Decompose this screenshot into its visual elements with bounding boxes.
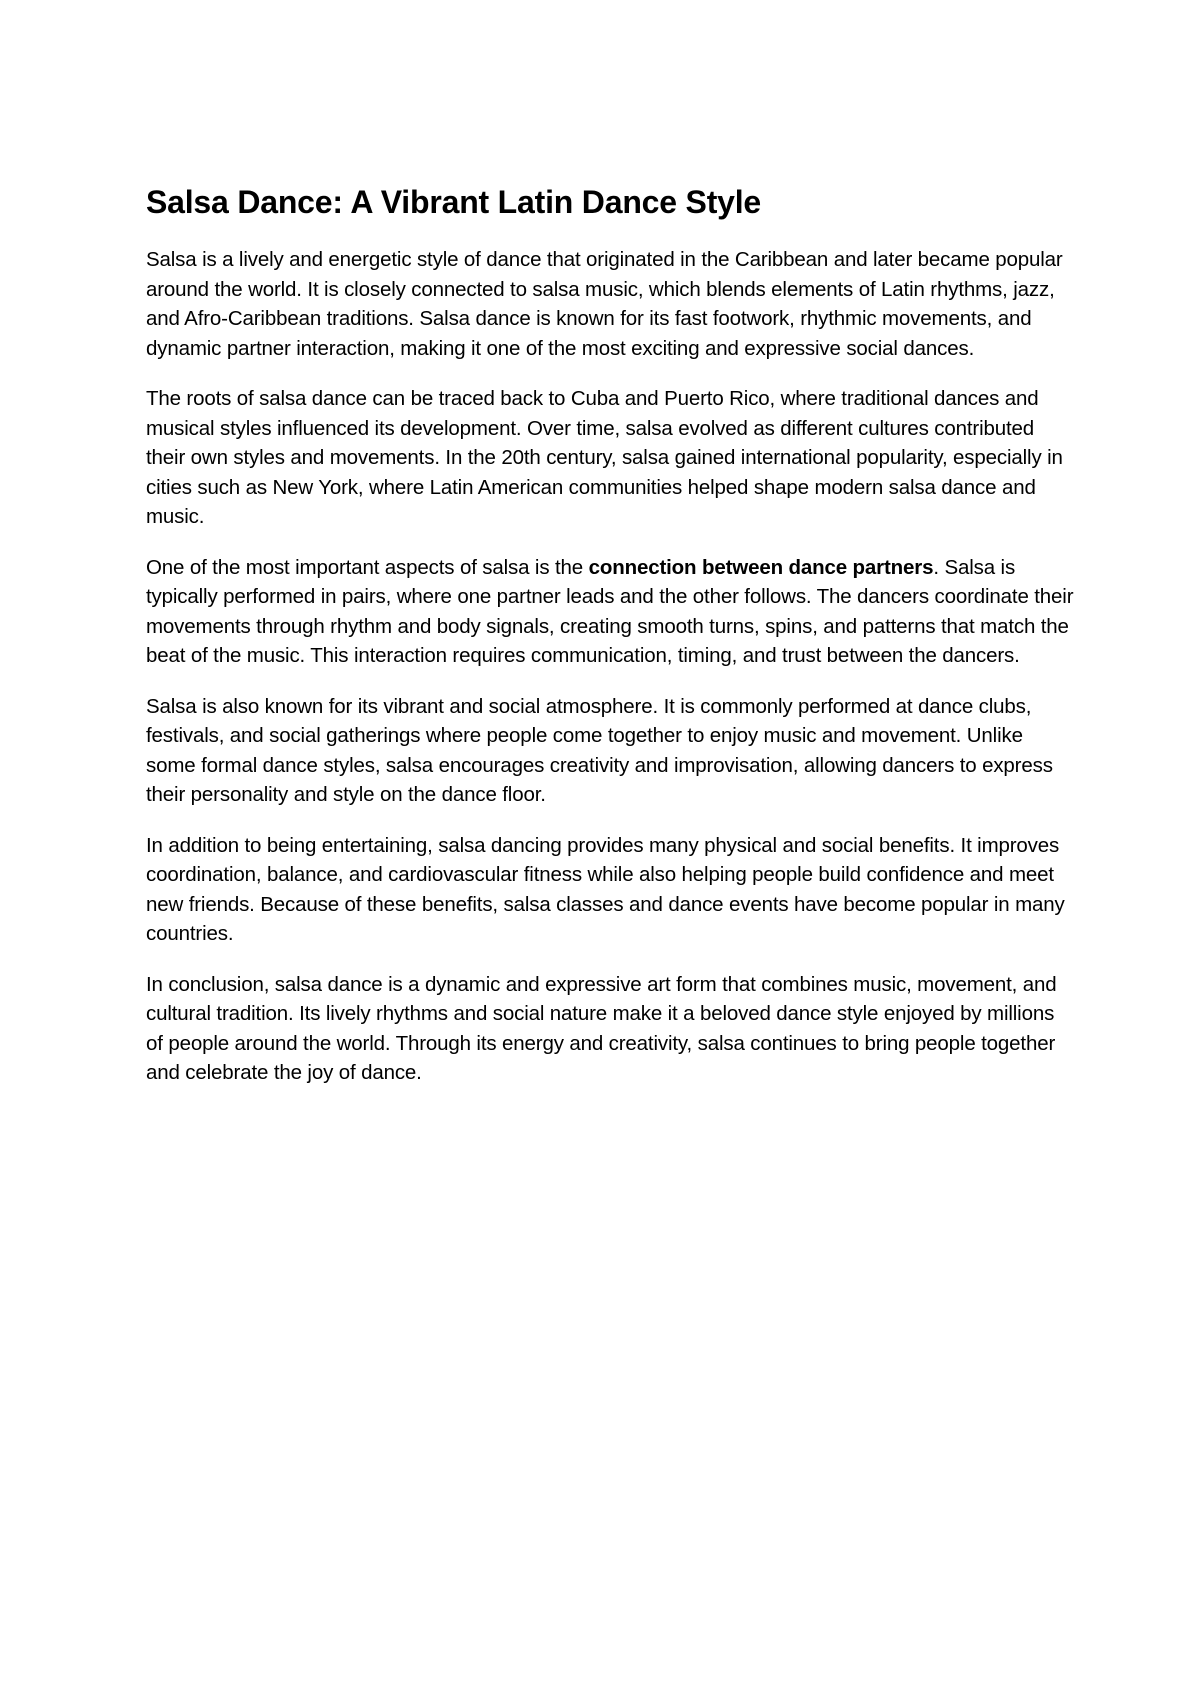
document-title: Salsa Dance: A Vibrant Latin Dance Style [146, 184, 762, 220]
paragraph-introduction: Salsa is a lively and energetic style of dance that originated in the Caribbean and later became popular around the world. It is closely connected to salsa music, which blends elements of Latin rhythms, jazz, and Afro-Caribbean traditions. Salsa dance is known for its fast footwork, rhythmic movements, and dynamic partner interaction, making it one of the most exciting and expressive social dances. [146, 248, 1063, 360]
paragraph-text-rest: . Salsa is typically performed in pairs, where one partner leads and the other follows. The dancers coordinate their movements through rhythm and body signals, creating smooth turns, spins, and patterns that match the beat of the music. This interaction requires communication, timing, and trust between the dancers. [146, 555, 1074, 667]
paragraph-partner-connection [146, 553, 1076, 671]
paragraph-social-atmosphere: Salsa is also known for its vibrant and social atmosphere. It is commonly performed at dance clubs, festivals, and social gatherings where people come together to enjoy music and movement. Unlike some formal dance styles, salsa encourages creativity and improvisation, allowing dancers to express their personality and style on the dance floor. [146, 694, 1053, 806]
document-body [146, 179, 1076, 1109]
paragraph-text-lead: One of the most important aspects of salsa is the [146, 555, 589, 579]
bold-phrase: connection between dance partners [588, 555, 934, 579]
paragraph-history: The roots of salsa dance can be traced back to Cuba and Puerto Rico, where traditional dances and musical styles influenced its development. Over time, salsa evolved as different cultures contributed their own styles and movements. In the 20th century, salsa gained international popularity, especially in cities such as New York, where Latin American communities helped shape modern salsa dance and music. [146, 387, 1063, 528]
paragraph-conclusion: In conclusion, salsa dance is a dynamic and expressive art form that combines music, movement, and cultural tradition. Its lively rhythms and social nature make it a beloved dance style enjoyed by millions of people around the world. Through its energy and creativity, salsa continues to bring people together and celebrate the joy of dance. [146, 972, 1057, 1084]
paragraph-benefits: In addition to being entertaining, salsa dancing provides many physical and social benefits. It improves coordination, balance, and cardiovascular fitness while also helping people build confidence and meet new friends. Because of these benefits, salsa classes and dance events have become popular in many countries. [146, 833, 1065, 945]
